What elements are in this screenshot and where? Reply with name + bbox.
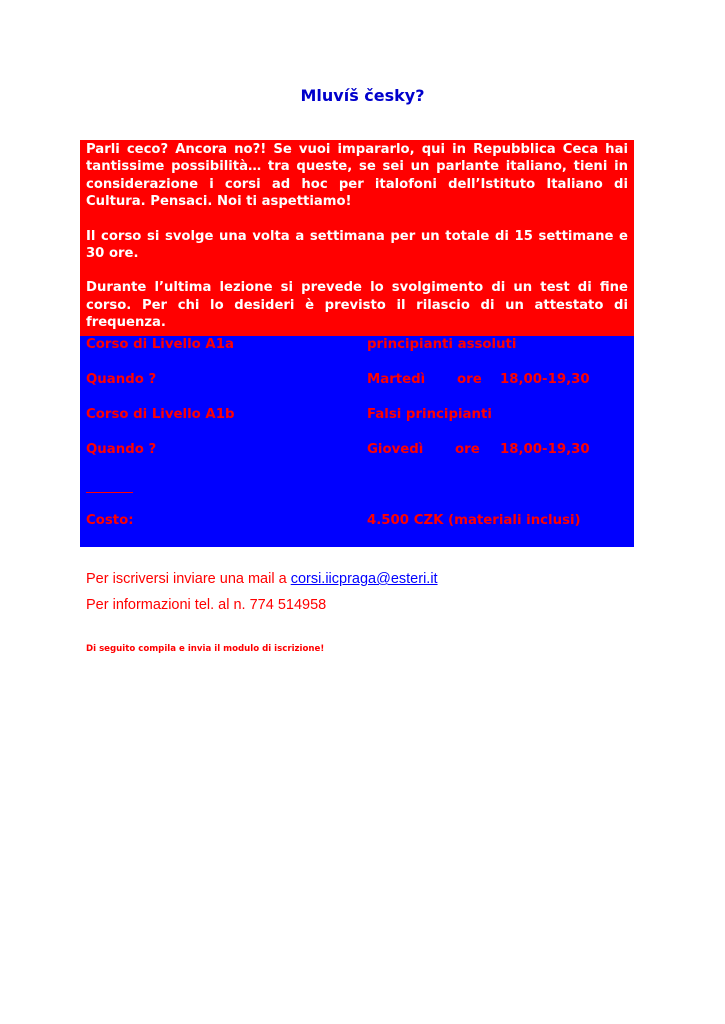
course-a1b-ore: ore bbox=[455, 442, 480, 457]
course-a1b-time: 18,00-19,30 bbox=[500, 442, 590, 457]
course-a1a-level: principianti assoluti bbox=[367, 337, 517, 352]
schedule-box bbox=[80, 336, 634, 547]
intro-paragraph-1: Parli ceco? Ancora no?! Se vuoi impararlo, qui in Repubblica Ceca hai tantissime possibilità… tra queste, se sei un parlante italiano, tieni in considerazione i corsi ad hoc per italofoni dell’Istituto Italiano di Cultura. Pensaci. Noi ti aspettiamo! bbox=[86, 142, 628, 210]
page-title: Mluvíš česky? bbox=[300, 86, 425, 105]
cost-label: Costo: bbox=[86, 513, 134, 528]
course-a1b-row bbox=[80, 407, 634, 427]
course-a1b-level: Falsi principianti bbox=[367, 407, 492, 422]
course-a1a-time: 18,00-19,30 bbox=[500, 372, 590, 387]
course-a1a-row bbox=[80, 337, 634, 357]
course-a1b-when-row bbox=[80, 442, 634, 462]
course-a1b-label: Corso di Livello A1b bbox=[86, 407, 235, 422]
intro-paragraph-3: Durante l’ultima lezione si prevede lo svolgimento di un test di fine corso. Per chi lo desideri è previsto il rilascio di un attestato di frequenza. bbox=[86, 280, 628, 331]
email-link[interactable]: corsi.iicpraga@esteri.it bbox=[290, 571, 438, 587]
footer-note: Di seguito compila e invia il modulo di iscrizione! bbox=[86, 644, 325, 654]
intro-paragraph-2: Il corso si svolge una volta a settimana per un totale di 15 settimane e 30 ore. bbox=[86, 228, 628, 262]
enroll-text: Per iscriversi inviare una mail a bbox=[86, 571, 291, 587]
cost-value: 4.500 CZK (materiali inclusi) bbox=[367, 513, 581, 528]
course-a1b-when-label: Quando ? bbox=[86, 442, 157, 457]
separator-line bbox=[86, 492, 133, 493]
enroll-line bbox=[86, 571, 438, 587]
course-a1b-day: Giovedì bbox=[367, 442, 424, 457]
course-a1a-when-label: Quando ? bbox=[86, 372, 157, 387]
course-a1a-day: Martedì bbox=[367, 372, 426, 387]
course-a1a-label: Corso di Livello A1a bbox=[86, 337, 234, 352]
info-line: Per informazioni tel. al n. 774 514958 bbox=[86, 597, 327, 613]
cost-row bbox=[80, 513, 634, 533]
course-a1a-when-row bbox=[80, 372, 634, 392]
intro-box bbox=[80, 140, 634, 336]
course-a1a-ore: ore bbox=[457, 372, 482, 387]
